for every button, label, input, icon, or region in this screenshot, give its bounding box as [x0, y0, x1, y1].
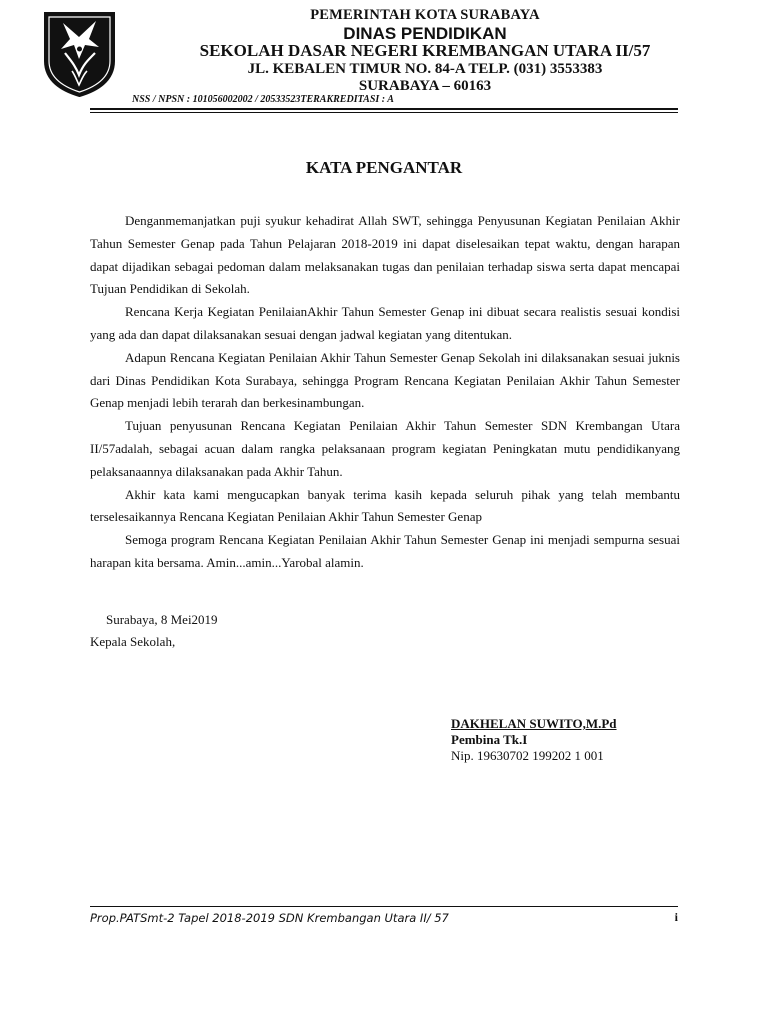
signature-block	[451, 716, 617, 764]
letterhead-department: DINAS PENDIDIKAN	[343, 23, 507, 43]
footer-text: Prop.PATSmt-2 Tapel 2018-2019 SDN Krembangan Utara II/ 57	[90, 911, 449, 925]
paragraph: Rencana Kerja Kegiatan PenilaianAkhir Tahun Semester Genap ini dibuat secara realistis sesuai kondisi yang ada dan dapat dilaksanakan sesuai dengan jadwal kegiatan yang ditentukan.	[90, 304, 680, 342]
letterhead-divider-thin	[90, 112, 678, 113]
document-body	[90, 210, 680, 575]
paragraph: Denganmemanjatkan puji syukur kehadirat Allah SWT, sehingga Penyusunan Kegiatan Penilaian Akhir Tahun Semester Genap pada Tahun Pelajaran 2018-2019 ini dapat diselesaikan tepat waktu, dengan harapan dapat dijadikan sebagai pedoman dalam melaksanakan tugas dan penilaian terhadap siswa serta dapat mencapai Tujuan Pendidikan di Sekolah.	[90, 213, 680, 297]
surabaya-crest-logo	[41, 9, 118, 98]
letterhead-divider	[90, 108, 678, 110]
page-number: i	[674, 910, 678, 924]
letterhead-nss: NSS / NPSN : 101056002002 / 20533523TERAKREDITASI : A	[132, 94, 394, 105]
signer-nip: Nip. 19630702 199202 1 001	[451, 748, 604, 763]
signer-name: DAKHELAN SUWITO,M.Pd	[451, 716, 617, 731]
place-date: Surabaya, 8 Mei2019	[106, 612, 218, 627]
page-title: KATA PENGANTAR	[305, 158, 463, 177]
paragraph: Akhir kata kami mengucapkan banyak terima kasih kepada seluruh pihak yang telah membantu terselesaikannya Rencana Kegiatan Penilaian Akhir Tahun Semester Genap	[90, 486, 680, 525]
paragraph: Semoga program Rencana Kegiatan Penilaian Akhir Tahun Semester Genap ini menjadi sempurna sesuai harapan kita bersama. Amin...amin...Yarobal alamin.	[90, 532, 680, 570]
footer-divider	[90, 906, 678, 907]
letterhead-school-name: SEKOLAH DASAR NEGERI KREMBANGAN UTARA II/57	[199, 40, 651, 60]
paragraph: Adapun Rencana Kegiatan Penilaian Akhir Tahun Semester Genap Sekolah ini dilaksanakan sesuai juknis dari Dinas Pendidikan Kota Surabaya, sehingga Program Rencana Kegiatan Penilaian Akhir Tahun Semester Genap menjadi lebih terarah dan berkesinambungan.	[90, 349, 680, 411]
letterhead	[130, 8, 720, 94]
letterhead-address: JL. KEBALEN TIMUR NO. 84-A TELP. (031) 3553383	[247, 60, 603, 77]
signer-position: Kepala Sekolah,	[90, 634, 176, 649]
letterhead-government: PEMERINTAH KOTA SURABAYA	[310, 7, 540, 23]
letterhead-city: SURABAYA – 60163	[358, 77, 492, 94]
signer-rank: Pembina Tk.I	[451, 732, 528, 747]
paragraph: Tujuan penyusunan Rencana Kegiatan Penilaian Akhir Tahun Semester SDN Krembangan Utara II/57adalah, sebagai acuan dalam rangka pelaksanaan program kegiatan Peningkatan mutu pendidikanyang pelaksanaannya dilaksanakan pada Akhir Tahun.	[90, 418, 680, 479]
